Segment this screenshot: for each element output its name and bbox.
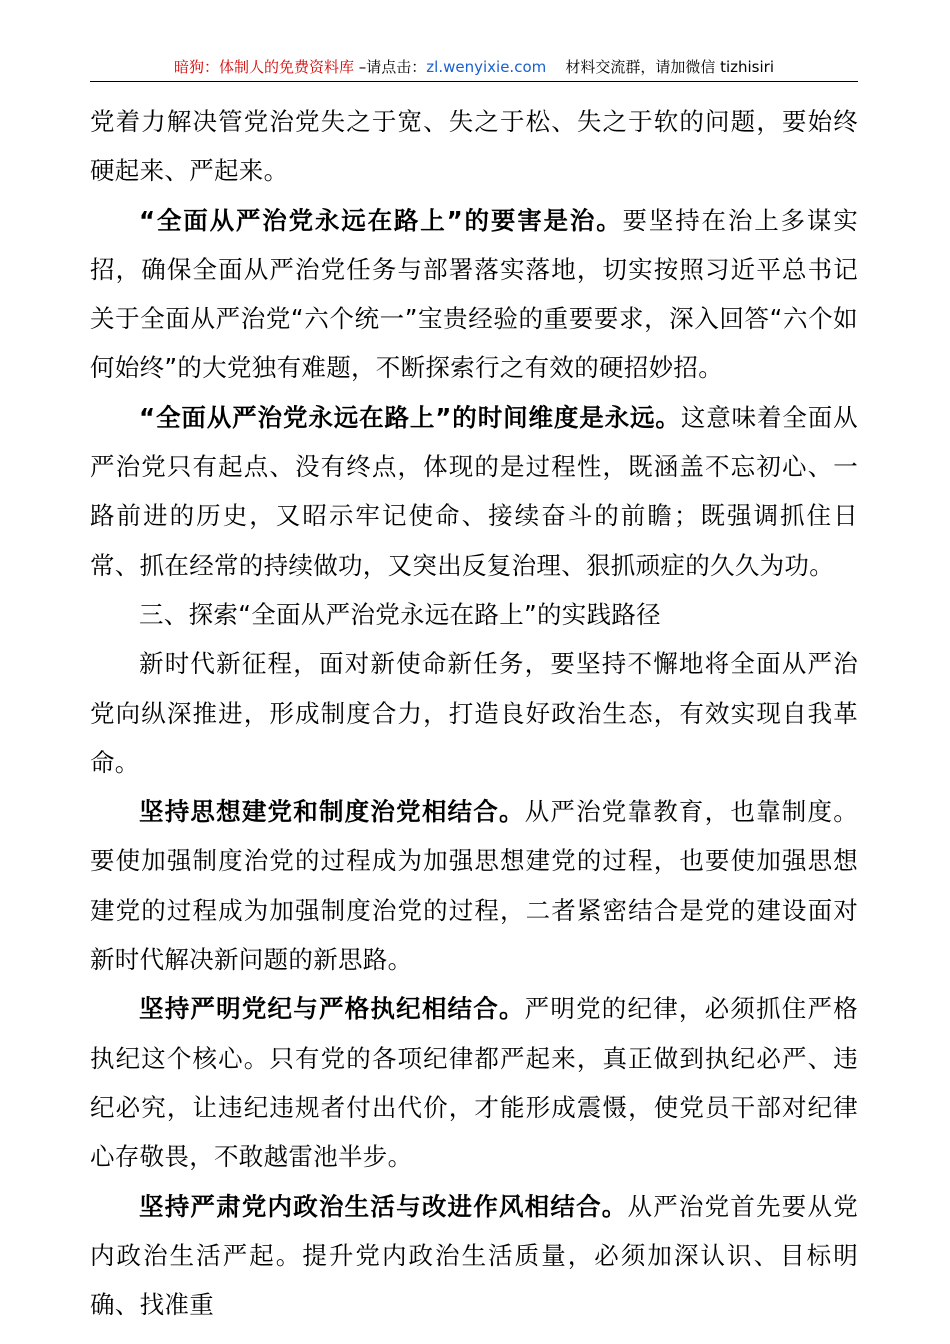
paragraph-text: 这意味着全面从严治党只有起点、没有终点，体现的是过程性，既涵盖不忘初心、一路前进的历史，又昭示牢记使命、接续奋斗的前瞻；既强调抓住日常、抓在经常的持续做功，又突出反复治理、狠抓顽症的久久为功。 <box>90 402 858 580</box>
section-heading-text: 三、探索“全面从严治党永远在路上”的实践路径 <box>139 599 661 629</box>
paragraph <box>90 639 858 787</box>
paragraph-lead: 坚持严肃党内政治生活与改进作风相结合。 <box>139 1191 628 1221</box>
paragraph <box>90 393 858 590</box>
paragraph-lead: “全面从严治党永远在路上”的要害是治。 <box>139 205 623 235</box>
paragraph-text: 从严治党靠教育，也靠制度。要使加强制度治党的过程成为加强思想建党的过程，也要使加强思想建党的过程成为加强制度治党的过程，二者紧密结合是党的建设面对新时代解决新问题的新思路。 <box>90 797 859 975</box>
header-url-link[interactable]: zl.wenyixie.com <box>426 58 547 76</box>
document-body <box>90 97 858 1329</box>
header-divider <box>90 81 858 82</box>
paragraph <box>90 196 858 393</box>
section-heading <box>90 590 858 639</box>
header-site-name: 暗狗：体制人的免费资料库 <box>174 58 355 76</box>
paragraph <box>90 984 858 1181</box>
paragraph-text: 新时代新征程，面对新使命新任务，要坚持不懈地将全面从严治党向纵深推进，形成制度合力，打造良好政治生态，有效实现自我革命。 <box>90 649 858 777</box>
paragraph <box>90 787 858 984</box>
paragraph <box>90 97 858 196</box>
paragraph-text: 要坚持在治上多谋实招，确保全面从严治党任务与部署落实落地，切实按照习近平总书记关于全面从严治党“六个统一”宝贵经验的重要要求，深入回答“六个如何始终”的大党独有难题，不断探索行之有效的硬招妙招。 <box>90 205 858 383</box>
paragraph-lead: 坚持严明党纪与严格执纪相结合。 <box>139 994 525 1024</box>
page-header <box>90 57 858 77</box>
paragraph-text: 党着力解决管党治党失之于宽、失之于松、失之于软的问题，要始终硬起来、严起来。 <box>90 107 858 186</box>
header-contact <box>546 58 774 76</box>
paragraph-text: 严明党的纪律，必须抓住严格执纪这个核心。只有党的各项纪律都严起来，真正做到执纪必严、违纪必究，让违纪违规者付出代价，才能形成震慑，使党员干部对纪律心存敬畏，不敢越雷池半步。 <box>90 994 859 1172</box>
header-click-prefix: –请点击： <box>354 58 427 76</box>
paragraph-text: 从严治党首先要从党内政治生活严起。提升党内政治生活质量，必须加深认识、目标明确、找准重 <box>90 1191 859 1320</box>
header-contact-text: 材料交流群，请加微信 tizhisiri <box>565 58 774 76</box>
paragraph-lead: “全面从严治党永远在路上”的时间维度是永远。 <box>139 402 681 432</box>
paragraph <box>90 1182 858 1330</box>
paragraph-lead: 坚持思想建党和制度治党相结合。 <box>139 797 525 827</box>
